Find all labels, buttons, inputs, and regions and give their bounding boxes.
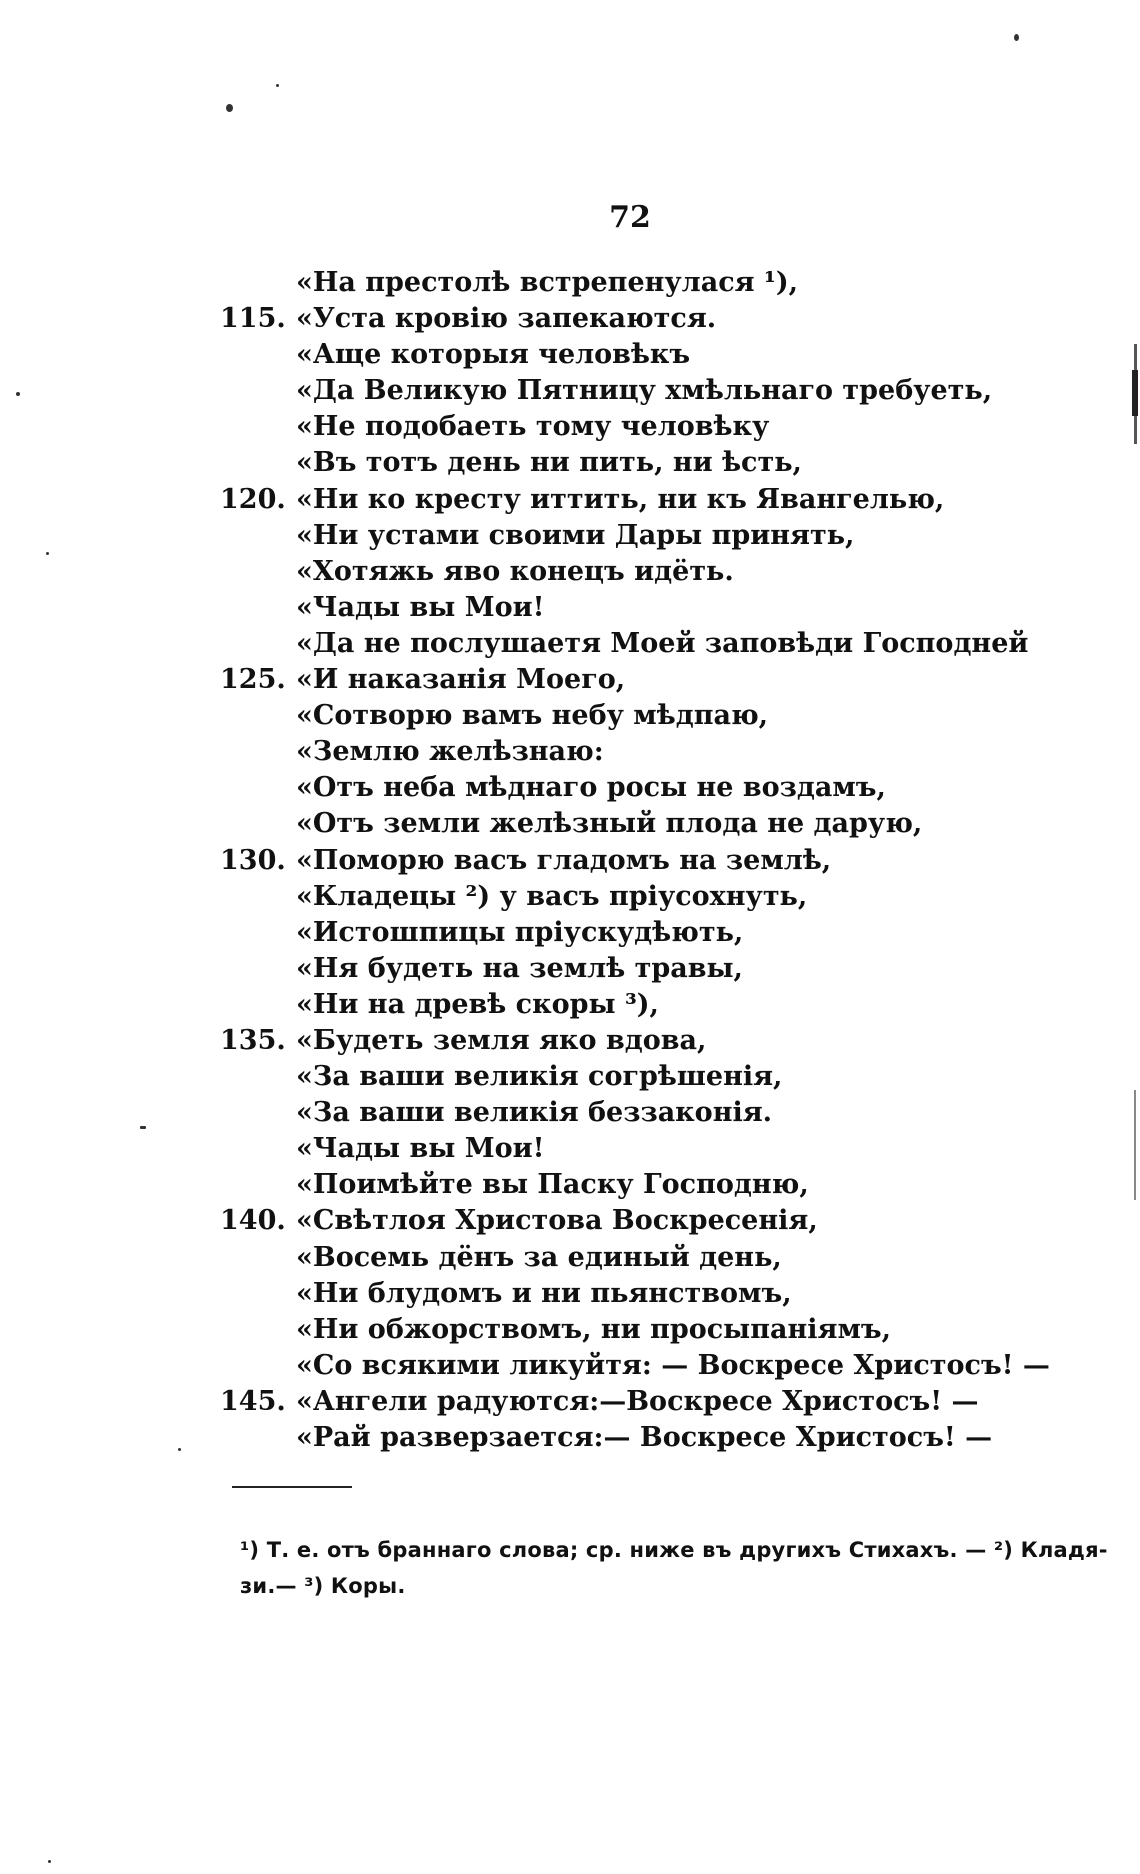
verse-line [0, 843, 1140, 879]
verse-line [0, 590, 1140, 626]
verse-line [0, 1023, 1140, 1059]
verse-line-text: «Со всякими ликуйтя: — Воскресе Христосъ! — [296, 1349, 1050, 1381]
verse-line [0, 373, 1140, 409]
verse-line [0, 1095, 1140, 1131]
verse-line-number: 135. [220, 1024, 286, 1056]
verse-line-text: «На престолѣ встрепенулася ¹), [296, 267, 798, 298]
verse-line [0, 1203, 1140, 1239]
verse-line-text: «Сотворю вамъ небу мѣдпаю, [296, 700, 769, 732]
verse-line [0, 337, 1140, 373]
verse-line-text: «Чады вы Мои! [296, 591, 545, 623]
verse-line-text: «Поморю васъ гладомъ на землѣ, [296, 844, 832, 876]
verse-line [0, 626, 1140, 662]
verse-line-text: «Будеть земля яко вдова, [296, 1024, 707, 1056]
verse-line [0, 951, 1140, 987]
verse-line [0, 265, 1140, 301]
verse-line-text: «Землю желѣзнаю: [296, 736, 604, 768]
verse-line [0, 806, 1140, 842]
verse-line-text: «Да не послушаетя Моей заповѣди Господней [296, 627, 1029, 659]
scan-speck [48, 1860, 51, 1863]
verse-line [0, 518, 1140, 554]
verse-line [0, 1276, 1140, 1312]
page-number: 72 [609, 200, 651, 235]
verse-line [0, 554, 1140, 590]
verse-line [0, 662, 1140, 698]
verse-line-text: «За ваши великiя беззаконiя. [296, 1097, 773, 1129]
verse-line [0, 1167, 1140, 1203]
verse-line-number: 120. [220, 483, 286, 515]
verse-line-number: 140. [220, 1205, 286, 1237]
verse-line-text: «Ни обжорствомъ, ни просыпанiямъ, [296, 1313, 892, 1345]
verse-line-text: «Кладецы ²) у васъ прiусохнуть, [296, 880, 808, 912]
verse-line-text: «Уста кровiю запекаются. [296, 303, 717, 335]
verse-line-text: «Ни ко кресту иттить, ни къ Явангелью, [296, 483, 945, 515]
verse-line [0, 698, 1140, 734]
verse-line-number: 145. [220, 1385, 286, 1417]
verse-line [0, 445, 1140, 481]
verse-line-text: «Въ тотъ день ни пить, ни ѣсть, [296, 447, 802, 479]
verse-line-text: «Чады вы Мои! [296, 1133, 545, 1165]
footnotes [240, 1532, 1108, 1598]
verse-line [0, 770, 1140, 806]
verse-line-text: «Истошпицы прiускудѣють, [296, 916, 744, 948]
verse-line-text: «Ни устами своими Дары принять, [296, 519, 855, 551]
verse-line-text: «Поимѣйте вы Паску Господню, [296, 1169, 809, 1201]
verse-line [0, 987, 1140, 1023]
verse-line-text: «За ваши великiя согрѣшенiя, [296, 1061, 783, 1093]
verse-body [0, 265, 1140, 1456]
scan-speck [226, 104, 233, 112]
verse-line [0, 1312, 1140, 1348]
verse-line-text: «Ни блудомъ и ни пьянствомъ, [296, 1277, 792, 1309]
verse-line [0, 879, 1140, 915]
verse-line-text: «Хотяжь яво конецъ идёть. [296, 555, 734, 587]
verse-line [0, 482, 1140, 518]
scan-speck [276, 84, 279, 87]
verse-line-text: «Отъ земли желѣзный плода не дарую, [296, 808, 923, 840]
verse-line [0, 1384, 1140, 1420]
verse-line-text: «Не подобаеть тому человѣку [296, 411, 770, 443]
verse-line-text: «Рай разверзается:— Воскресе Христосъ! — [296, 1422, 993, 1453]
verse-line [0, 1348, 1140, 1384]
verse-line [0, 301, 1140, 337]
verse-line [0, 915, 1140, 951]
verse-line-text: «Ня будеть на землѣ травы, [296, 952, 743, 984]
verse-line-text: «Ангели радуются:—Воскресе Христосъ! — [296, 1385, 979, 1417]
verse-line [0, 409, 1140, 445]
verse-line [0, 734, 1140, 770]
verse-line-number: 130. [220, 844, 286, 876]
verse-line-text: «Да Великую Пятницу хмѣльнаго требуеть, [296, 375, 993, 407]
verse-line [0, 1240, 1140, 1276]
scan-speck [1014, 34, 1019, 41]
footnote-line-2: зи.— ³) Коры. [240, 1574, 406, 1598]
verse-line-number: 125. [220, 664, 286, 696]
verse-line-text: «Отъ неба мѣднаго росы не воздамъ, [296, 772, 886, 804]
verse-line [0, 1059, 1140, 1095]
verse-line-text: «Ни на древѣ скоры ³), [296, 988, 659, 1020]
verse-line-number: 115. [220, 303, 286, 335]
verse-line [0, 1420, 1140, 1456]
verse-line-text: «Аще которыя человѣкъ [296, 339, 691, 371]
footnote-line-1: ¹) Т. е. отъ браннаго слова; ср. ниже въ другихъ Стихахъ. — ²) Кладя- [240, 1538, 1108, 1562]
verse-line-text: «Свѣтлоя Христова Воскресенiя, [296, 1205, 818, 1237]
verse-line [0, 1131, 1140, 1167]
verse-line-text: «Восемь дёнъ за единый день, [296, 1241, 782, 1273]
footnote-divider [232, 1486, 352, 1488]
verse-line-text: «И наказанiя Моего, [296, 664, 626, 696]
